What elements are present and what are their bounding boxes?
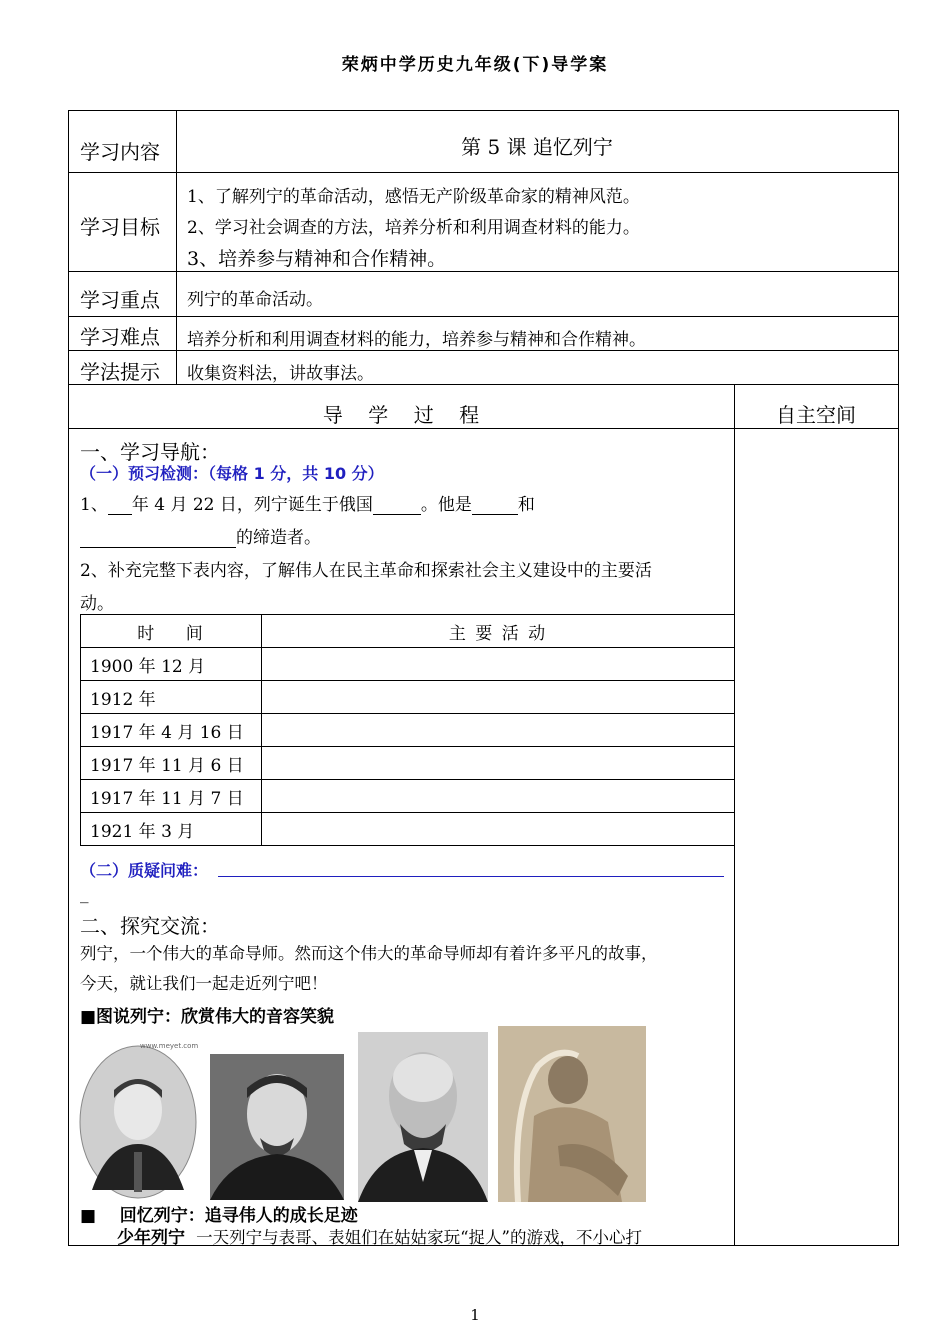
time-cell: 1917 年 4 月 16 日 [81,714,262,747]
header-activity: 主 要 活 动 [262,615,735,648]
activity-cell[interactable] [262,714,735,747]
focus-text: 列宁的革命活动。 [187,290,323,310]
intro-line-2: 今天，就让我们一起走近列宁吧！ [80,974,328,993]
table-row [81,780,735,813]
doubts-answer-line[interactable] [218,876,724,877]
table-row [81,648,735,681]
activity-cell[interactable] [262,780,735,813]
blank-role-2[interactable] [80,530,236,548]
time-cell: 1917 年 11 月 6 日 [81,747,262,780]
question-2-line1: 2、补充完整下表内容，了解伟人在民主革命和探索社会主义建设中的主要活 [80,561,652,581]
page-number: 1 [470,1306,480,1324]
label-content: 学习内容 [80,140,160,164]
photo-watermark: www.meyet.com [140,1042,198,1050]
label-method: 学法提示 [80,360,160,384]
blank-role-1[interactable] [472,497,518,515]
portrait-icon [498,1026,646,1202]
portrait-icon [358,1032,488,1202]
blank-year[interactable] [108,497,132,515]
memory-section-heading: ■ 回忆列宁：追寻伟人的成长足迹 [80,1206,358,1226]
preview-check-heading: （一）预习检测：（每格 1 分，共 10 分） [80,464,384,483]
question-1: 1、 年 4 月 22 日，列宁诞生于俄国 。他是 和 [80,495,535,515]
story-text: 一天列宁与表哥、表姐们在姑姑家玩“捉人”的游戏，不小心打 [196,1228,642,1247]
table-row [81,681,735,714]
label-difficulty: 学习难点 [80,325,160,349]
time-cell: 1921 年 3 月 [81,813,262,846]
label-goals: 学习目标 [80,215,160,239]
question-doubts-heading: （二）质疑问难： [80,861,209,880]
goal-3: 3、培养参与精神和合作精神。 [187,248,447,270]
lesson-title: 第 5 课 追忆列宁 [461,135,613,159]
table-header-row [81,615,735,648]
blank-place[interactable] [373,497,421,515]
activity-table [80,614,735,846]
difficulty-text: 培养分析和利用调查材料的能力，培养参与精神和合作精神。 [187,330,646,350]
label-focus: 学习重点 [80,288,160,312]
portrait-icon [210,1054,344,1200]
goal-2: 2、学习社会调查的方法，培养分析和利用调查材料的能力。 [187,218,640,238]
doubts-tail: _ [80,884,89,904]
question-1-cont: 的缔造者。 [80,523,321,548]
table-row [81,813,735,846]
process-header: 导 学 过 程 [322,403,480,427]
lenin-photo-boyhood [78,1040,198,1200]
self-space-header: 自主空间 [776,403,856,427]
page-title: 荣炳中学历史九年级(下)导学案 [341,55,609,75]
story-line [117,1223,642,1248]
table-row [81,747,735,780]
time-cell: 1900 年 12 月 [81,648,262,681]
picture-section-heading: ■图说列宁：欣赏伟大的音容笑貌 [80,1007,335,1027]
method-text: 收集资料法，讲故事法。 [187,364,374,384]
story-label: 少年列宁 [117,1228,185,1248]
portrait-icon [78,1040,198,1200]
section2-title: 二、探究交流： [80,914,220,938]
table-row [81,714,735,747]
activity-cell[interactable] [262,813,735,846]
activity-cell[interactable] [262,648,735,681]
activity-cell[interactable] [262,681,735,714]
question-2-line2: 动。 [80,594,114,614]
lenin-photo-seated [498,1026,646,1202]
section1-title: 一、学习导航： [80,440,220,464]
activity-cell[interactable] [262,747,735,780]
lenin-photo-adult [358,1032,488,1202]
lenin-photo-youth [210,1054,344,1200]
time-cell: 1917 年 11 月 7 日 [81,780,262,813]
goal-1: 1、了解列宁的革命活动，感悟无产阶级革命家的精神风范。 [187,187,640,207]
intro-line-1: 列宁，一个伟大的革命导师。然而这个伟大的革命导师却有着许多平凡的故事， [80,944,658,963]
header-time: 时 间 [81,615,262,648]
time-cell: 1912 年 [81,681,262,714]
